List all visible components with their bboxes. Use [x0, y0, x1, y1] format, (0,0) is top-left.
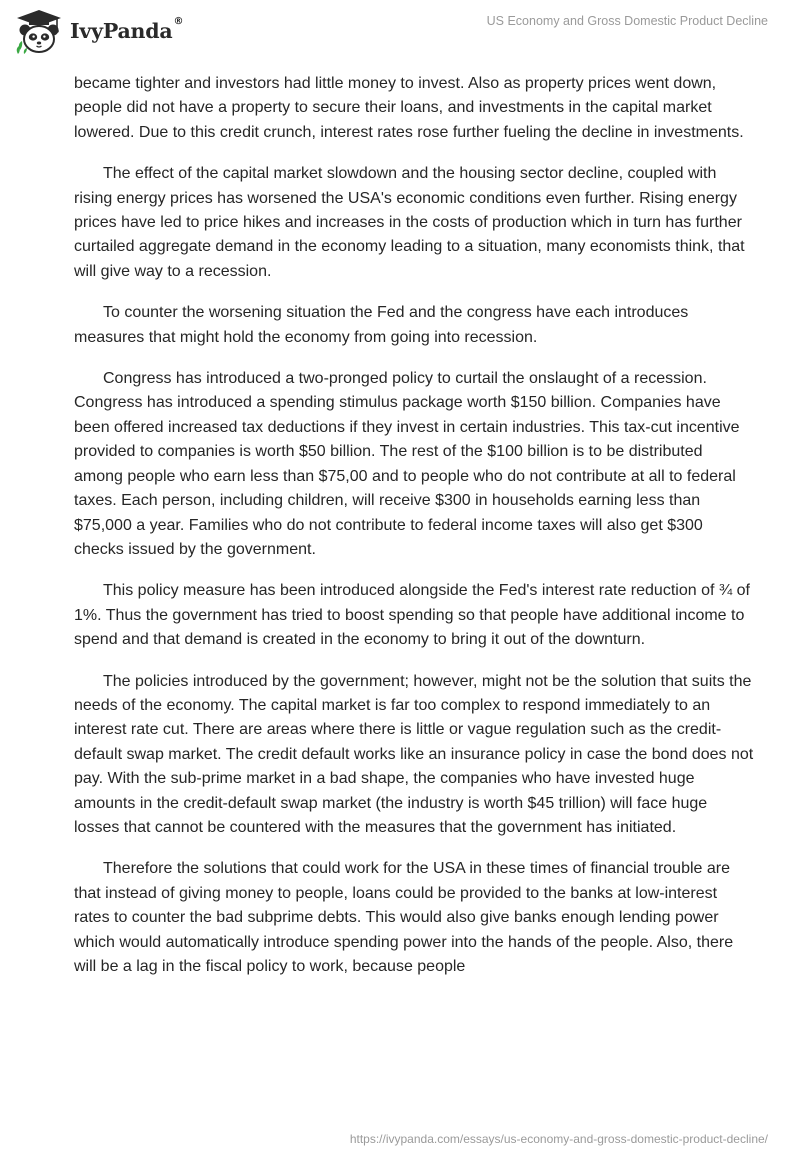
- brand-name: [70, 16, 184, 43]
- paragraph-7: Therefore the solutions that could work for the USA in these times of financial trouble are that instead of giving money to people, loans could be provided to the banks at low-interest rates to counter the bad subprime debts. This would also give banks enough lending power which would automatically introduce spending power into the hands of the people. Also, there will be a lag in the fiscal policy to work, because people: [74, 860, 734, 975]
- paragraph-1: became tighter and investors had little money to invest. Also as property prices went down, people did not have a property to secure their loans, and investments in the capital market lowered. Due to this credit crunch, interest rates rose further fueling the decline in investments.: [74, 75, 744, 141]
- brand-logo[interactable]: [14, 8, 183, 56]
- paragraph-6: The policies introduced by the government; however, might not be the solution that suits the needs of the economy. The capital market is far too complex to respond immediately to an interest rate cut. There are areas where there is little or vague regulation such as the credit-default swap market. The credit default works like an insurance policy in case the bond does not pay. With the sub-prime market in a bad shape, the companies who have invested huge amounts in the credit-default swap market (the industry is worth $45 trillion) will face huge losses that cannot be countered with the measures that the government has initiated.: [74, 672, 754, 836]
- document-title: US Economy and Gross Domestic Product Decline: [486, 14, 768, 28]
- registered-mark: ®: [173, 16, 184, 27]
- footer-source-url[interactable]: https://ivypanda.com/essays/us-economy-and-gross-domestic-product-decline/: [349, 1132, 768, 1146]
- essay-body: [74, 72, 754, 996]
- paragraph-4: Congress has introduced a two-pronged policy to curtail the onslaught of a recession. Congress has introduced a spending stimulus package worth $150 billion. Companies have been offered increased tax deductions if they invest in certain industries. This tax-cut incentive provided to companies is worth $50 billion. The rest of the $100 billion is to be distributed among people who earn less than $75,00 and to people who do not contribute at all to federal taxes. Each person, including children, will receive $300 in households earning less than $75,000 a year. Families who do not contribute to federal income taxes will also get $300 checks issued by the government.: [74, 370, 740, 558]
- brand-name-text: IvyPanda: [70, 19, 173, 43]
- paragraph-5: This policy measure has been introduced alongside the Fed's interest rate reduction of ¾ of 1%. Thus the government has tried to boost spending so that people have additional income to spend and that demand is created in the economy to bring it out of the downturn.: [74, 582, 750, 649]
- paragraph-2: The effect of the capital market slowdown and the housing sector decline, coupled with rising energy prices has worsened the USA's economic conditions even further. Rising energy prices have led to price hikes and increases in the costs of production which in turn has further curtailed aggregate demand in the economy leading to a situation, many economists think, that will give way to a recession.: [74, 165, 745, 280]
- panda-graduate-icon: [14, 8, 64, 56]
- page-header: [0, 0, 800, 64]
- paragraph-3: To counter the worsening situation the Fed and the congress have each introduces measures that might hold the economy from going into recession.: [74, 304, 689, 346]
